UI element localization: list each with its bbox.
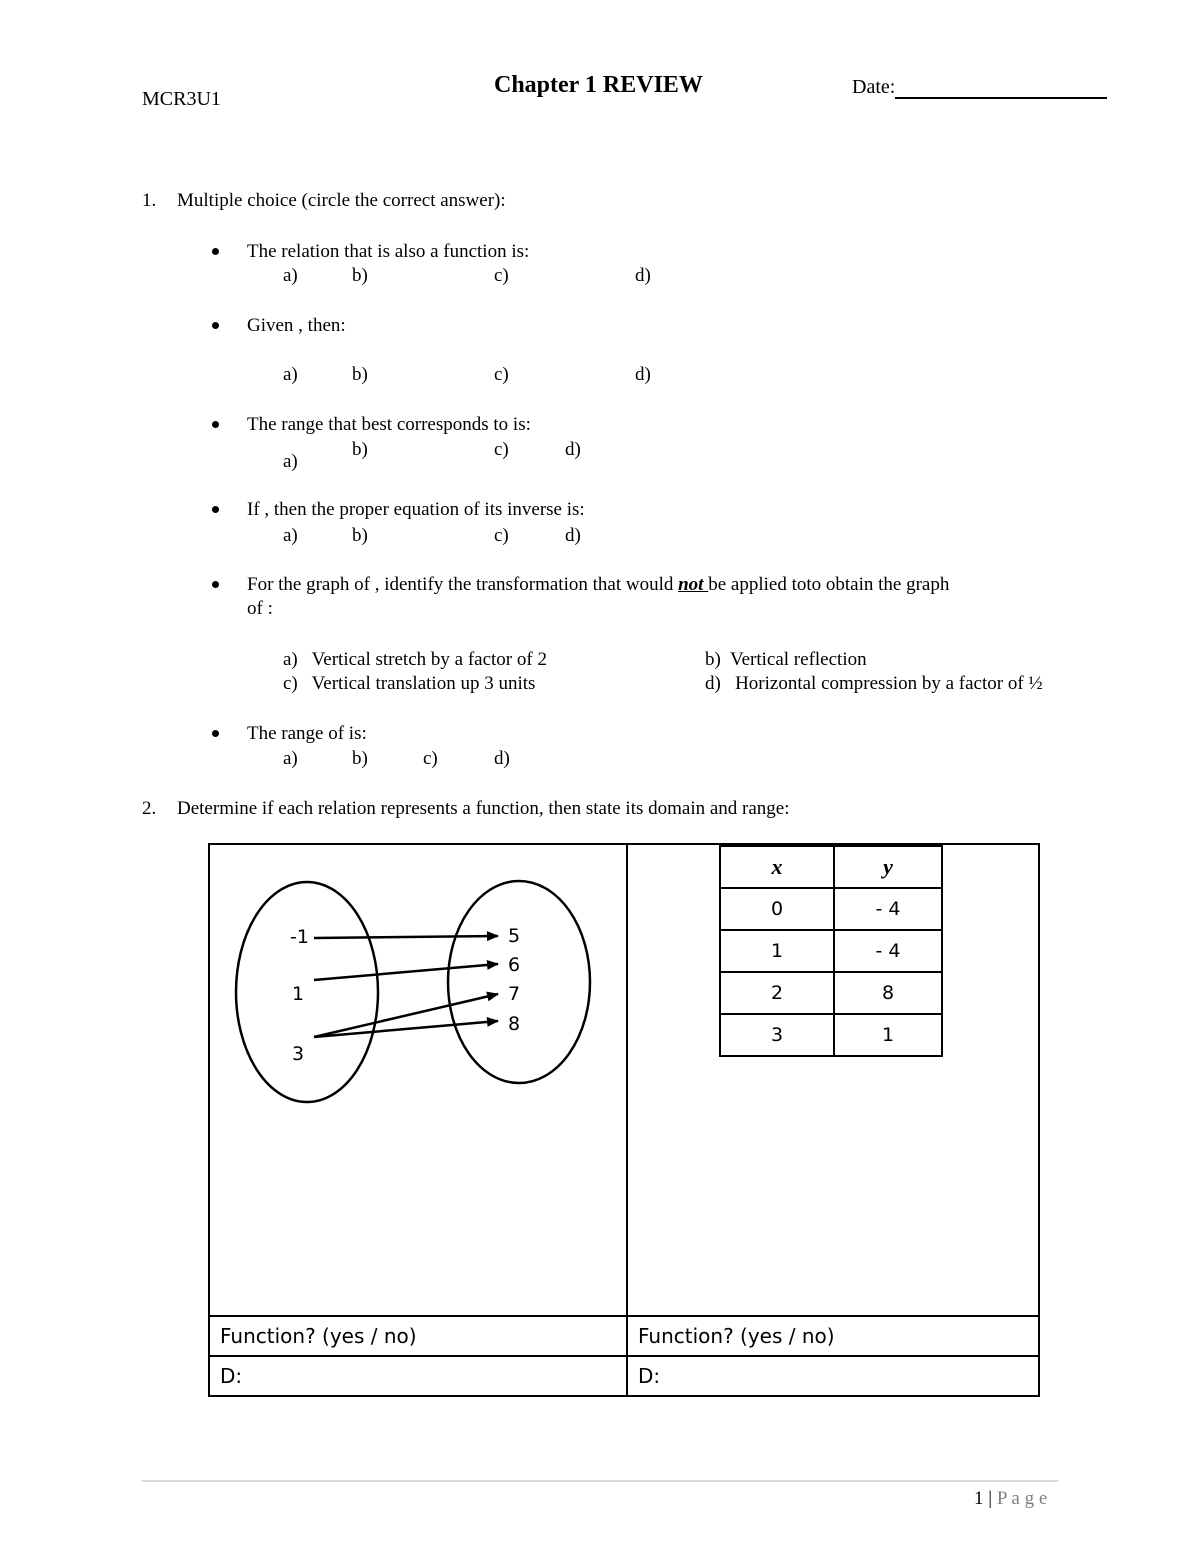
bullet-icon xyxy=(212,730,219,737)
q1-number: 1. xyxy=(142,190,157,211)
bullet-icon xyxy=(212,322,219,329)
range-oval xyxy=(448,881,590,1083)
x-value: 0 xyxy=(720,888,834,930)
q1-item5-option-d[interactable]: d) Horizontal compression by a factor of ½ xyxy=(705,673,1043,694)
page-word: P a g e xyxy=(996,1488,1048,1509)
q1-item2-option-d[interactable]: d) xyxy=(635,364,651,385)
table-row xyxy=(720,930,942,972)
y-value: - 4 xyxy=(834,930,942,972)
date-label: Date: xyxy=(852,76,896,98)
q1-item6-option-a[interactable]: a) xyxy=(283,748,298,769)
xy-table xyxy=(719,845,943,1057)
mapping-arrow xyxy=(314,1021,498,1037)
date-field xyxy=(852,76,1107,99)
y-value: 1 xyxy=(834,1014,942,1056)
q2-number: 2. xyxy=(142,798,157,819)
q1-item6-stem: The range of is: xyxy=(247,723,367,744)
domain-value: -1 xyxy=(290,926,309,948)
x-value: 3 xyxy=(720,1014,834,1056)
q1-item2-option-c[interactable]: c) xyxy=(494,364,509,385)
q1-item4-option-b[interactable]: b) xyxy=(352,525,368,546)
q1-item5-stem-before: For the graph of , identify the transformation that would xyxy=(247,574,679,595)
q1-item1-option-b[interactable]: b) xyxy=(352,265,368,286)
q1-item2-stem: Given , then: xyxy=(247,315,346,336)
y-header: y xyxy=(834,846,942,888)
mapping-arrow xyxy=(314,994,498,1037)
range-value: 8 xyxy=(508,1013,521,1035)
domain-label: D: xyxy=(220,1363,243,1388)
mapping-arrow xyxy=(314,964,498,980)
x-value: 1 xyxy=(720,930,834,972)
x-header: x xyxy=(720,846,834,888)
q1-item5-option-a[interactable]: a) Vertical stretch by a factor of 2 xyxy=(283,649,547,670)
table-row xyxy=(720,972,942,1014)
footer-divider xyxy=(142,1480,1058,1482)
domain-answer-cell-left[interactable] xyxy=(209,1356,627,1396)
function-answer-cell-left[interactable] xyxy=(209,1316,627,1356)
y-value: 8 xyxy=(834,972,942,1014)
y-value: - 4 xyxy=(834,888,942,930)
q1-item1-stem: The relation that is also a function is: xyxy=(247,241,530,262)
q1-item3-stem: The range that best corresponds to is: xyxy=(247,414,531,435)
range-value: 6 xyxy=(508,954,521,976)
q1-item3-option-c[interactable]: c) xyxy=(494,439,509,460)
domain-value: 3 xyxy=(292,1043,305,1065)
bullet-icon xyxy=(212,248,219,255)
bullet-icon xyxy=(212,581,219,588)
q1-item4-option-c[interactable]: c) xyxy=(494,525,509,546)
q1-item6-option-d[interactable]: d) xyxy=(494,748,510,769)
footer-separator: | xyxy=(988,1488,993,1509)
q1-item6-option-c[interactable]: c) xyxy=(423,748,438,769)
q1-item5-emphasis: not xyxy=(678,574,709,595)
domain-answer-cell-right[interactable] xyxy=(627,1356,1039,1396)
mapping-arrow xyxy=(314,936,498,938)
q1-item1-option-a[interactable]: a) xyxy=(283,265,298,286)
table-row xyxy=(720,1014,942,1056)
function-label: Function? (yes / no) xyxy=(638,1323,835,1348)
date-blank-line[interactable] xyxy=(895,77,1107,99)
function-label: Function? (yes / no) xyxy=(220,1323,417,1348)
page-title: Chapter 1 REVIEW xyxy=(494,72,703,98)
q1-item1-option-d[interactable]: d) xyxy=(635,265,651,286)
q1-item3-option-a[interactable]: a) xyxy=(283,451,298,472)
q1-item1-option-c[interactable]: c) xyxy=(494,265,509,286)
q1-item5-option-b[interactable]: b) Vertical reflection xyxy=(705,649,867,670)
bullet-icon xyxy=(212,506,219,513)
x-value: 2 xyxy=(720,972,834,1014)
page-number: 1 xyxy=(974,1488,984,1509)
page-footer xyxy=(974,1488,1047,1510)
bullet-icon xyxy=(212,421,219,428)
domain-label: D: xyxy=(638,1363,661,1388)
q1-item3-option-b[interactable]: b) xyxy=(352,439,368,460)
q1-item4-option-d[interactable]: d) xyxy=(565,525,581,546)
q1-item3-option-d[interactable]: d) xyxy=(565,439,581,460)
function-answer-cell-right[interactable] xyxy=(627,1316,1039,1356)
q1-item5-stem xyxy=(247,574,949,596)
mapping-diagram xyxy=(230,875,600,1110)
q1-item2-option-a[interactable]: a) xyxy=(283,364,298,385)
table-row xyxy=(720,888,942,930)
q1-item2-option-b[interactable]: b) xyxy=(352,364,368,385)
q1-item4-option-a[interactable]: a) xyxy=(283,525,298,546)
q1-item4-stem: If , then the proper equation of its inverse is: xyxy=(247,499,585,520)
q1-prompt: Multiple choice (circle the correct answer): xyxy=(177,190,506,211)
domain-value: 1 xyxy=(292,983,305,1005)
q1-item5-stem-after: be applied toto obtain the graph xyxy=(708,574,950,595)
q1-item6-option-b[interactable]: b) xyxy=(352,748,368,769)
range-value: 5 xyxy=(508,925,521,947)
course-code: MCR3U1 xyxy=(142,88,221,110)
q1-item5-option-c[interactable]: c) Vertical translation up 3 units xyxy=(283,673,536,694)
range-value: 7 xyxy=(508,983,521,1005)
q1-item5-stem-line2: of : xyxy=(247,598,273,619)
q2-prompt: Determine if each relation represents a function, then state its domain and range: xyxy=(177,798,790,819)
domain-oval xyxy=(236,882,378,1102)
